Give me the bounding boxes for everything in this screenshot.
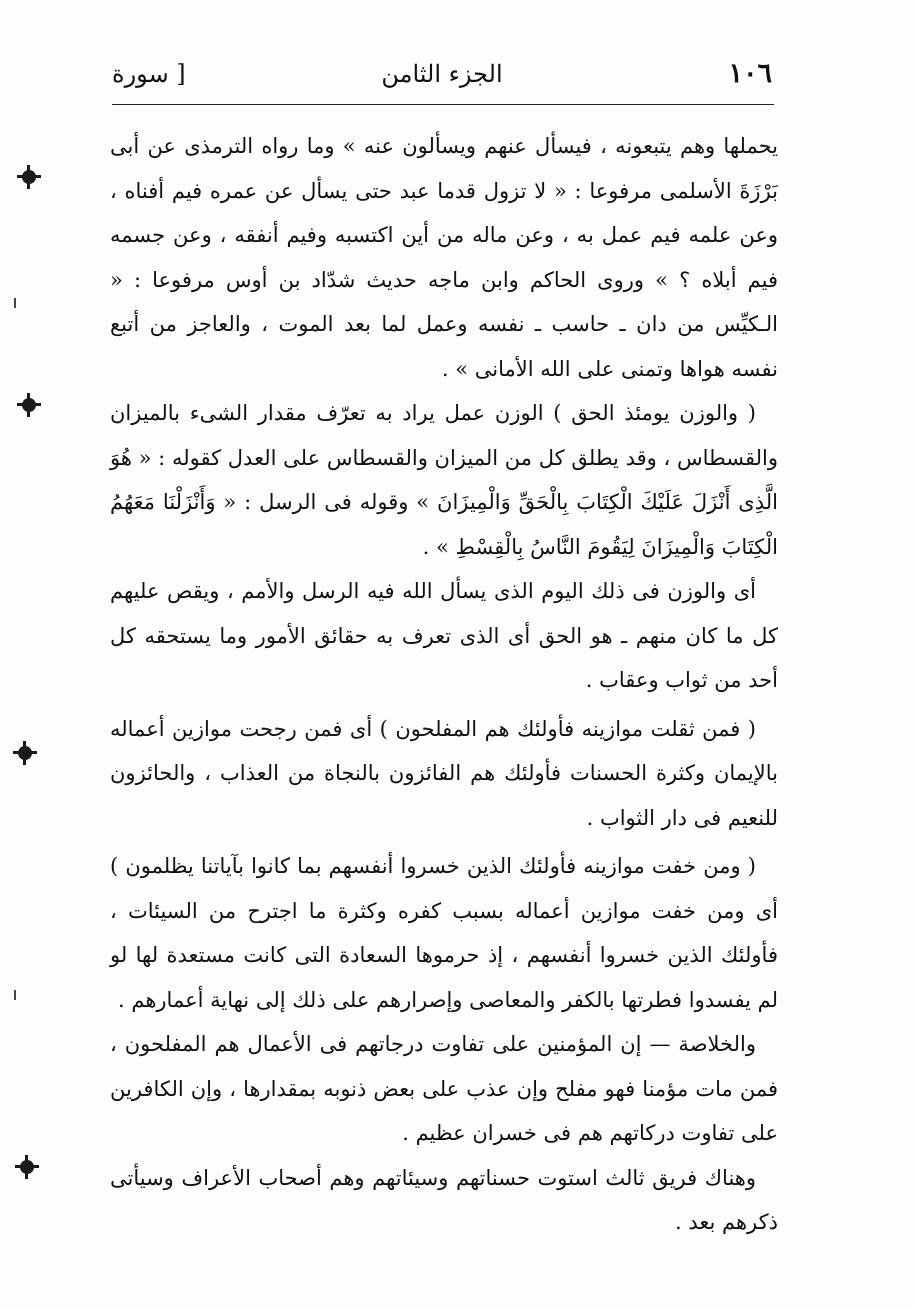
paragraph-summary: والخلاصة — إن المؤمنين على تفاوت درجاتهم فى الأعمال هم المفلحون ، فمن مات مؤمنا فهو مفلح وإن عذب على بعض ذنوبه بمقدارها ، وإن الكافرين على تفاوت دركاتهم هم فى خسران عظيم . (110, 1032, 778, 1145)
scan-speck-mark (22, 170, 36, 184)
page-header (112, 58, 772, 98)
scan-tick-mark (14, 298, 16, 308)
paragraph-third-group: وهناك فريق ثالث استوت حسناتهم وسيئاتهم وهم أصحاب الأعراف وسيأتى ذكرهم بعد . (110, 1165, 778, 1234)
page-body (110, 124, 778, 1245)
scan-tick-mark (14, 990, 16, 1000)
paragraph-light-scales: ( ومن خفت موازينه فأولئك الذين خسروا أنفسهم بما كانوا بآياتنا يظلمون ) أى ومن خفت موازين أعماله بسبب كفره وكثرة ما اجترح من السيئات ، فأولئك الذين خسروا أنفسهم ، إذ حرموها السعادة التى كانت مستعدة لها لو لم يفسدوا فطرتها بالكفر والمعاصى وإصرارهم على ذلك إلى نهاية أعمارهم . (110, 854, 778, 1012)
scan-speck-mark (20, 1160, 34, 1174)
page-number: ١٠٦ (728, 58, 772, 89)
paragraph-hadith: يحملها وهم يتبعونه ، فيسأل عنهم ويسألون عنه » وما رواه الترمذى عن أبى بَرْزَةَ الأسلمى مرفوعا : « لا تزول قدما عبد حتى يسأل عن عمره فيم أفناه ، وعن علمه فيم عمل به ، وعن ماله من أين اكتسبه وفيم أنفقه ، وعن جسمه فيم أبلاه ؟ » وروى الحاكم وابن ماجه حديث شدّاد بن أوس مرفوعا : « الـكيِّس من دان ـ حاسب ـ نفسه وعمل لما بعد الموت ، والعاجز من أتبع نفسه هواها وتمنى على الله الأمانى » . (110, 134, 778, 381)
paragraph-weighing-meaning: أى والوزن فى ذلك اليوم الذى يسأل الله فيه الرسل والأمم ، ويقص عليهم كل ما كان منهم ـ هو الحق أى الذى تعرف به حقائق الأمور وما يستحقه كل أحد من ثواب وعقاب . (110, 579, 778, 692)
header-divider (112, 104, 774, 105)
scan-speck-mark (22, 398, 36, 412)
part-title: الجزء الثامن (381, 60, 503, 88)
paragraph-weighing: ( والوزن يومئذ الحق ) الوزن عمل يراد به تعرّف مقدار الشىء بالميزان والقسطاس ، وقد يطلق كل من الميزان والقسطاس على العدل كقوله : « هُوَ الَّذِى أَنْزَلَ عَلَيْكَ الْكِتَابَ بِالْحَقِّ وَالْمِيزَانَ » وقوله فى الرسل : « وَأَنْزَلْنَا مَعَهُمُ الْكِتَابَ وَالْمِيزَانَ لِيَقُومَ النَّاسُ بِالْقِسْطِ » . (110, 401, 778, 559)
paragraph-heavy-scales: ( فمن ثقلت موازينه فأولئك هم المفلحون ) أى فمن رجحت موازين أعماله بالإيمان وكثرة الحسنات فأولئك هم الفائزون بالنجاة من العذاب ، والحائزون للنعيم فى دار الثواب . (110, 716, 778, 830)
scan-speck-mark (18, 746, 32, 760)
surah-label: [ سورة (112, 60, 186, 88)
